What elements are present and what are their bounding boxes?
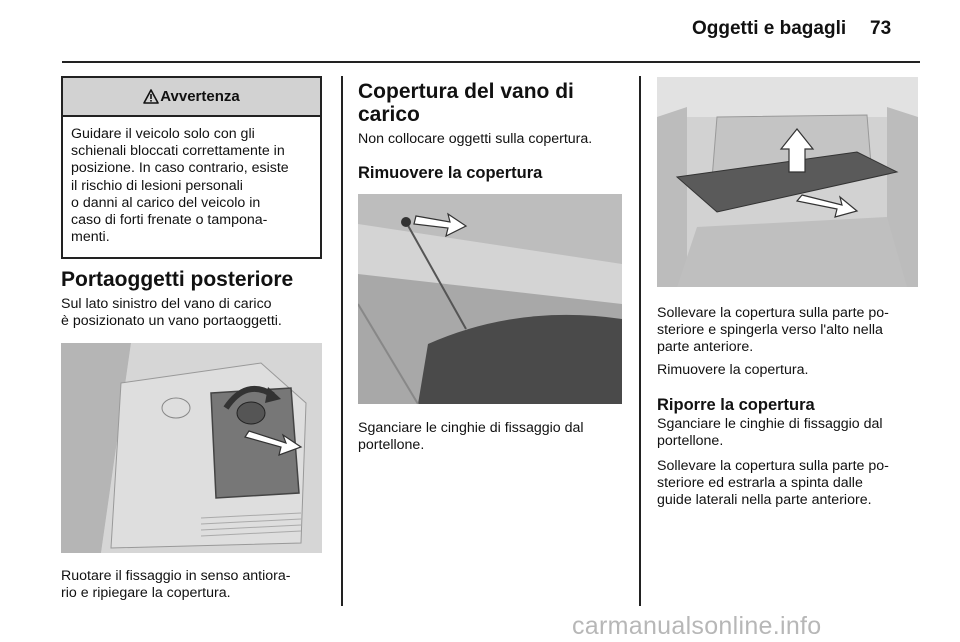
text-line: Sollevare la copertura sulla parte po- bbox=[657, 305, 889, 321]
text-line: steriore ed estrarla a spinta dalle bbox=[657, 475, 863, 492]
rear-storage-intro bbox=[61, 296, 282, 330]
text-line: Sganciare le cinghie di fissaggio dal bbox=[657, 416, 883, 432]
page-header-title: Oggetti e bagagli bbox=[692, 18, 847, 39]
text-line: Ruotare il fissaggio in senso antiora- bbox=[61, 568, 291, 584]
section-heading-rear-storage: Portaoggetti posteriore bbox=[61, 268, 294, 291]
text-line: steriore e spingerla verso l'alto nella bbox=[657, 322, 883, 339]
warning-header bbox=[63, 78, 320, 117]
remove-cover-paragraph: Rimuovere la copertura. bbox=[657, 362, 809, 378]
text-line: parte anteriore. bbox=[657, 339, 754, 356]
text-line: Sganciare le cinghie di fissaggio dal bbox=[358, 420, 584, 436]
text-line: Sul lato sinistro del vano di carico bbox=[61, 296, 272, 312]
warning-text bbox=[63, 117, 320, 246]
tailgate-caption bbox=[358, 420, 584, 454]
text-line: portellone. bbox=[358, 437, 425, 454]
figure-tailgate-straps bbox=[358, 194, 622, 404]
heading-line: carico bbox=[358, 103, 420, 126]
warning-line: caso di forti frenate o tampona- bbox=[71, 212, 268, 229]
load-cover-intro: Non collocare oggetti sulla copertura. bbox=[358, 131, 593, 147]
warning-box bbox=[61, 76, 322, 259]
lift-cover-paragraph bbox=[657, 305, 889, 357]
warning-triangle-icon bbox=[143, 89, 159, 104]
warning-line: menti. bbox=[71, 229, 110, 246]
column-divider-2 bbox=[639, 76, 641, 606]
text-line: è posizionato un vano portaoggetti. bbox=[61, 313, 282, 330]
stow-cover-paragraph-1 bbox=[657, 416, 883, 450]
section-heading-load-cover bbox=[358, 80, 574, 126]
text-line: rio e ripiegare la copertura. bbox=[61, 585, 231, 602]
subheading-stow-cover: Riporre la copertura bbox=[657, 396, 815, 414]
heading-line: Copertura del vano di bbox=[358, 80, 574, 103]
warning-line: posizione. In caso contrario, esiste bbox=[71, 160, 289, 177]
storage-caption bbox=[61, 568, 291, 602]
warning-line: o danni al carico del veicolo in bbox=[71, 194, 261, 211]
text-line: portellone. bbox=[657, 433, 724, 450]
text-line: Sollevare la copertura sulla parte po- bbox=[657, 458, 889, 474]
figure-lift-cover bbox=[657, 77, 918, 287]
warning-line: il rischio di lesioni personali bbox=[71, 177, 243, 194]
text-line: guide laterali nella parte anteriore. bbox=[657, 492, 872, 509]
figure-storage-compartment bbox=[61, 343, 322, 553]
subheading-remove-cover: Rimuovere la copertura bbox=[358, 164, 543, 182]
page-number: 73 bbox=[870, 18, 892, 39]
stow-cover-paragraph-2 bbox=[657, 458, 889, 510]
warning-line: schienali bloccati correttamente in bbox=[71, 143, 285, 160]
column-divider-1 bbox=[341, 76, 343, 606]
warning-line: Guidare il veicolo solo con gli bbox=[71, 126, 255, 142]
header-rule bbox=[62, 61, 920, 63]
watermark: carmanualsonline.info bbox=[572, 612, 822, 640]
warning-title: Avvertenza bbox=[160, 88, 240, 105]
